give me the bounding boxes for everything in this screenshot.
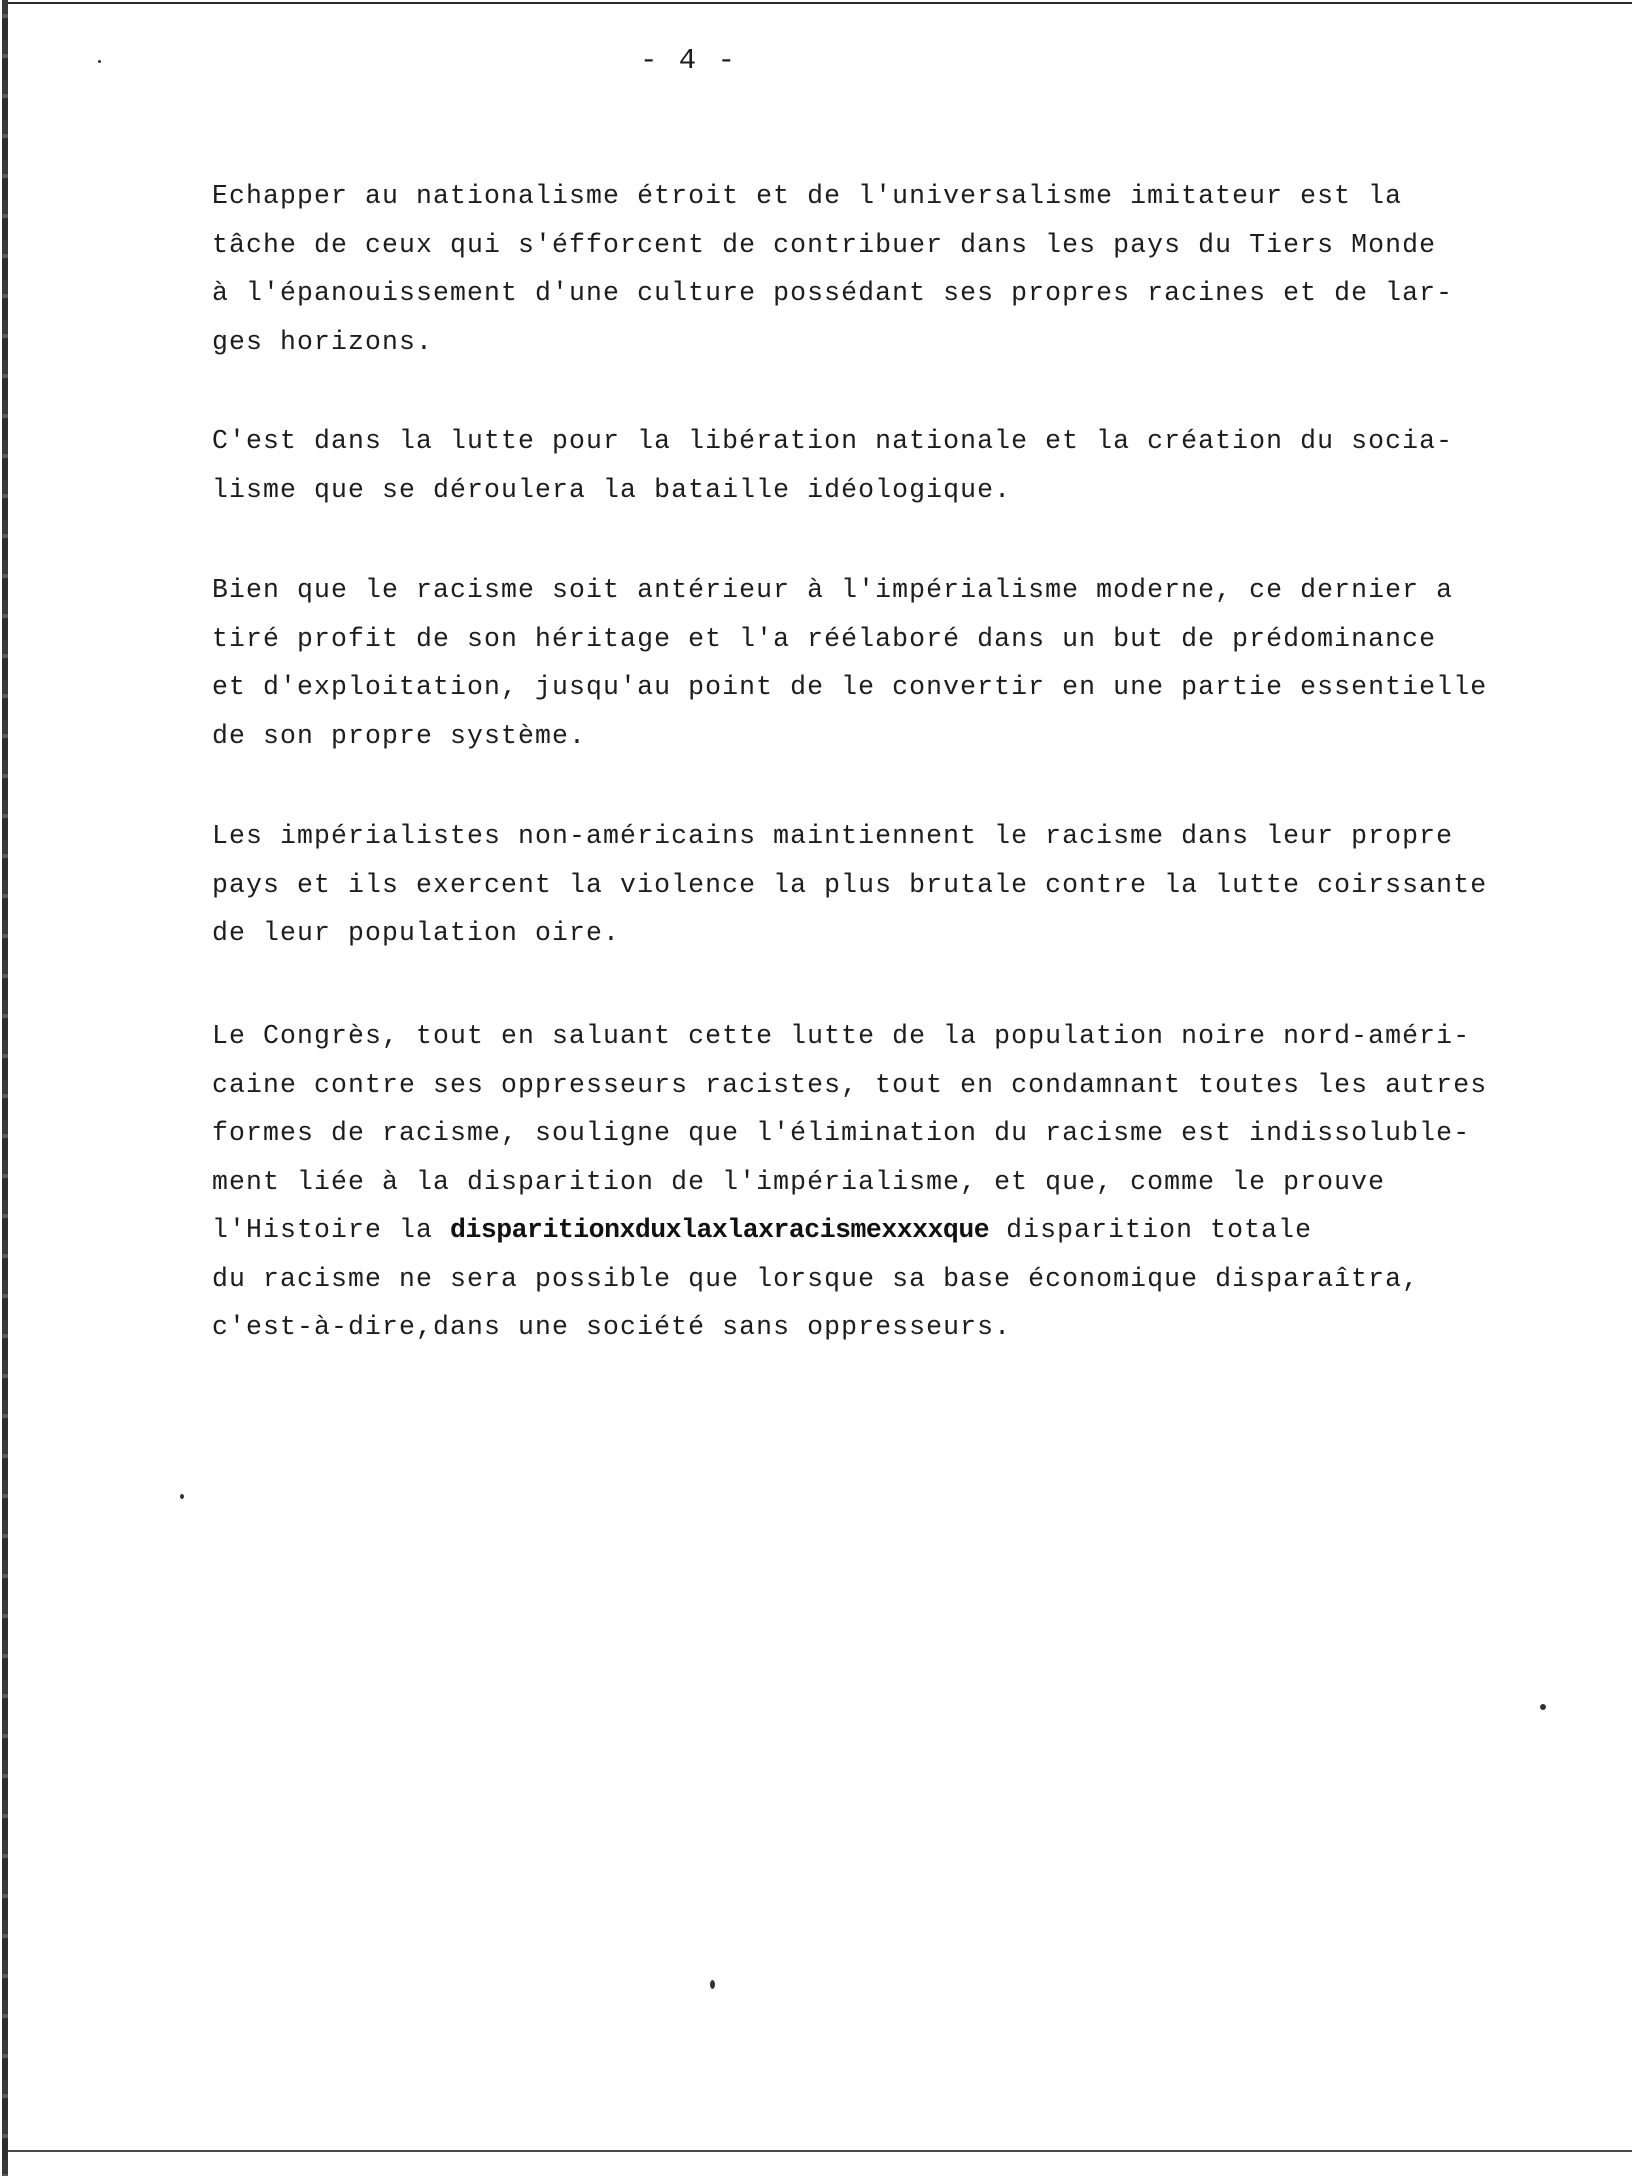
scan-speck [180, 1494, 184, 1499]
page-number: - 4 - [640, 44, 738, 77]
scan-speck [710, 1980, 715, 1989]
paragraph-line: à l'épanouissement d'une culture possédant ses propres racines et de lar- [212, 278, 1454, 308]
paragraph-line: ment liée à la disparition de l'impérialisme, et que, comme le prouve [212, 1166, 1386, 1197]
paragraph-line: C'est dans la lutte pour la libération nationale et la création du socia- [212, 426, 1454, 456]
paragraph-3 [212, 566, 1582, 760]
typed-over-strikeout: disparitionxduxlaxlaxracismexxxxque [450, 1215, 990, 1245]
paragraph-line: du racisme ne sera possible que lorsque sa base économique disparaîtra, [212, 1263, 1420, 1294]
paragraph-line: c'est-à-dire,dans une société sans oppresseurs. [212, 1312, 1012, 1342]
line-text-after: disparition totale [989, 1215, 1313, 1245]
paragraph-line: Echapper au nationalisme étroit et de l'universalisme imitateur est la [212, 181, 1403, 211]
scan-border-top [8, 2, 1632, 4]
scan-border-left [2, 0, 8, 2176]
paragraph-line: tâche de ceux qui s'éfforcent de contribuer dans les pays du Tiers Monde [212, 229, 1437, 260]
paragraph-line: Les impérialistes non-américains maintiennent le racisme dans leur propre [212, 821, 1454, 851]
paragraph-line: caine contre ses oppresseurs racistes, tout en condamnant toutes les autres [212, 1069, 1488, 1100]
scan-border-bottom [8, 2150, 1632, 2152]
paragraph-line: Le Congrès, tout en saluant cette lutte de la population noire nord-améri- [212, 1021, 1471, 1051]
paragraph-line: lisme que se déroulera la bataille idéologique. [212, 474, 1012, 505]
paragraph-line: de leur population oire. [212, 918, 621, 948]
paragraph-line: formes de racisme, souligne que l'élimination du racisme est indissoluble- [212, 1118, 1471, 1148]
paragraph-line: pays et ils exercent la violence la plus brutale contre la lutte coirssante [212, 869, 1488, 900]
paragraph-4 [212, 812, 1582, 958]
struck-through-line [212, 1206, 1582, 1255]
paragraph-line: ges horizons. [212, 326, 434, 357]
scan-speck [98, 60, 101, 63]
paragraph-line: Bien que le racisme soit antérieur à l'impérialisme moderne, ce dernier a [212, 575, 1454, 605]
scan-speck [1540, 1704, 1546, 1710]
paragraph-line: de son propre système. [212, 720, 587, 751]
paragraph-2 [212, 417, 1582, 514]
paragraph-line: tiré profit de son héritage et l'a réélaboré dans un but de prédominance [212, 623, 1437, 654]
line-text-before: l'Histoire la [212, 1215, 451, 1245]
paragraph-1 [212, 172, 1582, 366]
paragraph-line: et d'exploitation, jusqu'au point de le convertir en une partie essentielle [212, 672, 1488, 702]
paragraph-5 [212, 1012, 1582, 1352]
